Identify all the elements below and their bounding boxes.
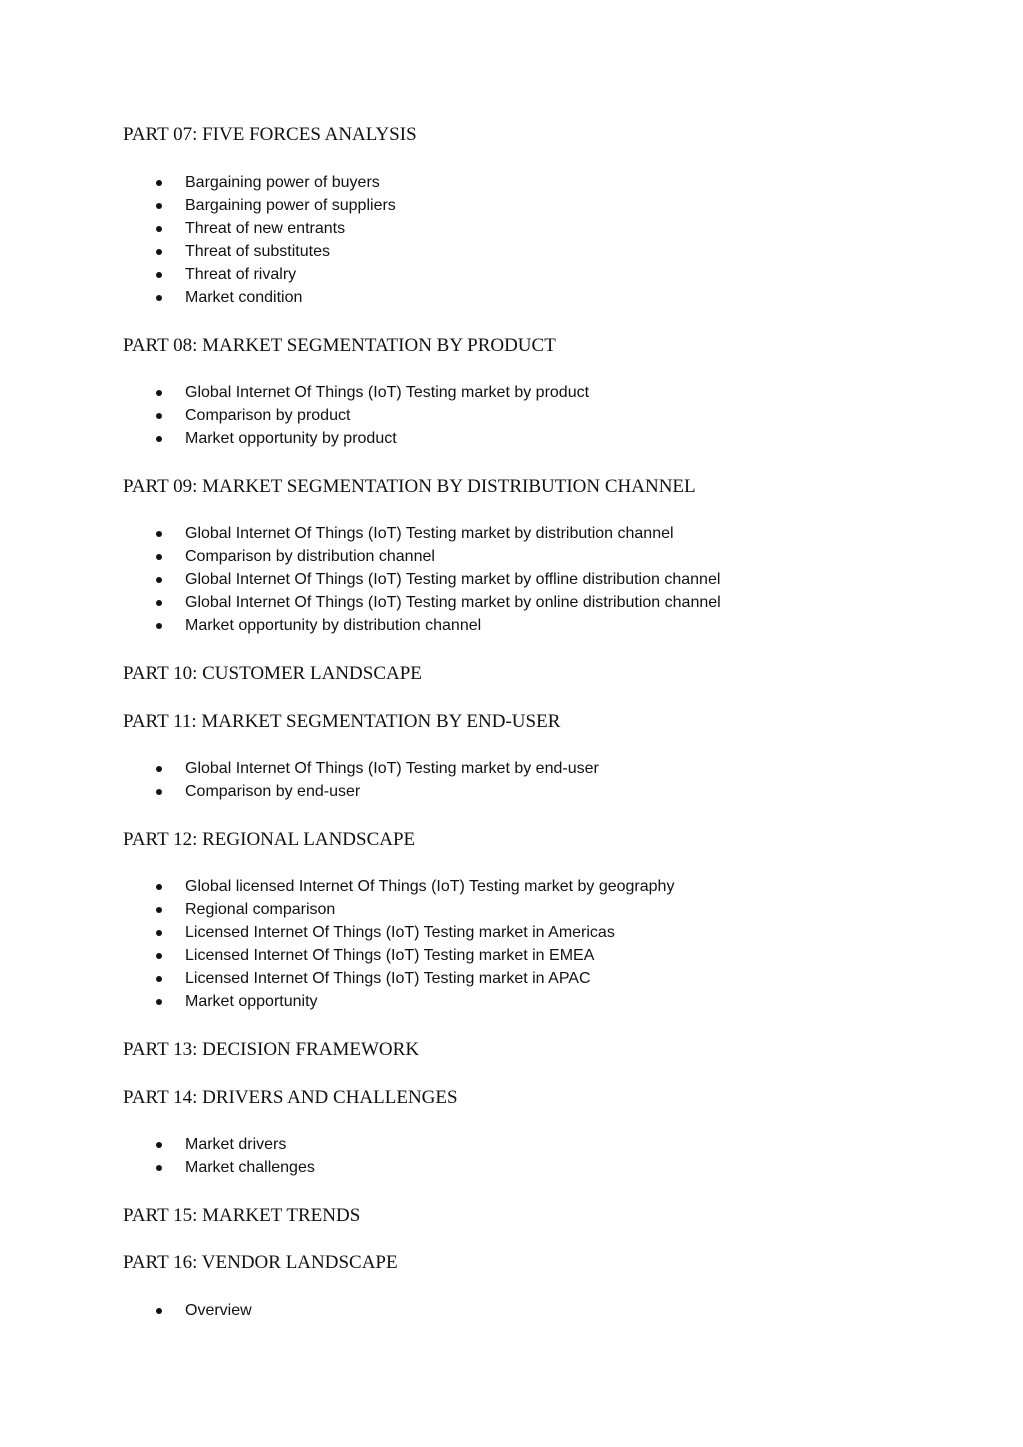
list-item-text: Licensed Internet Of Things (IoT) Testing market in APAC	[185, 970, 591, 988]
bullet-icon	[156, 953, 162, 959]
section-heading: PART 08: MARKET SEGMENTATION BY PRODUCT	[123, 335, 556, 356]
list-item-text: Global Internet Of Things (IoT) Testing market by end-user	[185, 760, 599, 777]
bullet-icon	[156, 976, 162, 982]
bullet-icon	[156, 999, 162, 1005]
bullet-icon	[156, 930, 162, 936]
bullet-icon	[156, 295, 162, 301]
bullet-icon	[156, 1308, 162, 1314]
list-item-text: Threat of rivalry	[185, 266, 297, 284]
section-heading: PART 15: MARKET TRENDS	[123, 1205, 361, 1226]
bullet-icon	[156, 1165, 162, 1171]
list-item-text: Licensed Internet Of Things (IoT) Testing market in EMEA	[185, 947, 595, 965]
section-heading: PART 12: REGIONAL LANDSCAPE	[123, 829, 416, 850]
bullet-icon	[156, 390, 162, 396]
section-heading: PART 14: DRIVERS AND CHALLENGES	[123, 1087, 458, 1108]
list-item-text: Threat of substitutes	[185, 243, 330, 261]
section-heading: PART 07: FIVE FORCES ANALYSIS	[123, 124, 417, 145]
section-heading: PART 11: MARKET SEGMENTATION BY END-USER	[123, 711, 561, 732]
bullet-icon	[156, 600, 162, 606]
list-item-text: Overview	[185, 1302, 252, 1319]
list-item-text: Market opportunity by distribution channel	[185, 617, 482, 635]
bullet-icon	[156, 907, 162, 913]
list-item-text: Global Internet Of Things (IoT) Testing market by product	[185, 384, 590, 401]
bullet-icon	[156, 1142, 162, 1148]
bullet-icon	[156, 554, 162, 560]
list-item-text: Market drivers	[185, 1136, 287, 1153]
list-item-text: Comparison by distribution channel	[185, 548, 435, 566]
bullet-icon	[156, 226, 162, 232]
bullet-icon	[156, 577, 162, 583]
list-item-text: Regional comparison	[185, 901, 336, 919]
bullet-icon	[156, 272, 162, 278]
list-item-text: Licensed Internet Of Things (IoT) Testing market in Americas	[185, 924, 615, 942]
list-item-text: Bargaining power of buyers	[185, 174, 380, 191]
section-heading: PART 13: DECISION FRAMEWORK	[123, 1039, 420, 1060]
list-item-text: Market challenges	[185, 1159, 315, 1177]
list-item-text: Global Internet Of Things (IoT) Testing market by offline distribution channel	[185, 571, 721, 589]
section-heading: PART 10: CUSTOMER LANDSCAPE	[123, 663, 422, 684]
bullet-icon	[156, 249, 162, 255]
bullet-icon	[156, 623, 162, 629]
list-item-text: Market opportunity by product	[185, 430, 397, 448]
list-item-text: Global licensed Internet Of Things (IoT) Testing market by geography	[185, 878, 675, 895]
bullet-icon	[156, 531, 162, 537]
list-item-text: Market condition	[185, 289, 303, 307]
section-heading: PART 16: VENDOR LANDSCAPE	[123, 1252, 398, 1273]
section-heading: PART 09: MARKET SEGMENTATION BY DISTRIBUTION CHANNEL	[123, 476, 696, 497]
list-item-text: Global Internet Of Things (IoT) Testing market by distribution channel	[185, 525, 674, 542]
list-item-text: Market opportunity	[185, 993, 318, 1011]
list-item-text: Comparison by product	[185, 407, 351, 425]
list-item-text: Comparison by end-user	[185, 783, 361, 801]
bullet-icon	[156, 413, 162, 419]
bullet-icon	[156, 884, 162, 890]
list-item-text: Bargaining power of suppliers	[185, 197, 396, 215]
list-item-text: Global Internet Of Things (IoT) Testing market by online distribution channel	[185, 594, 721, 612]
list-item-text: Threat of new entrants	[185, 220, 346, 238]
bullet-icon	[156, 203, 162, 209]
bullet-icon	[156, 789, 162, 795]
bullet-icon	[156, 766, 162, 772]
bullet-icon	[156, 180, 162, 186]
bullet-icon	[156, 436, 162, 442]
